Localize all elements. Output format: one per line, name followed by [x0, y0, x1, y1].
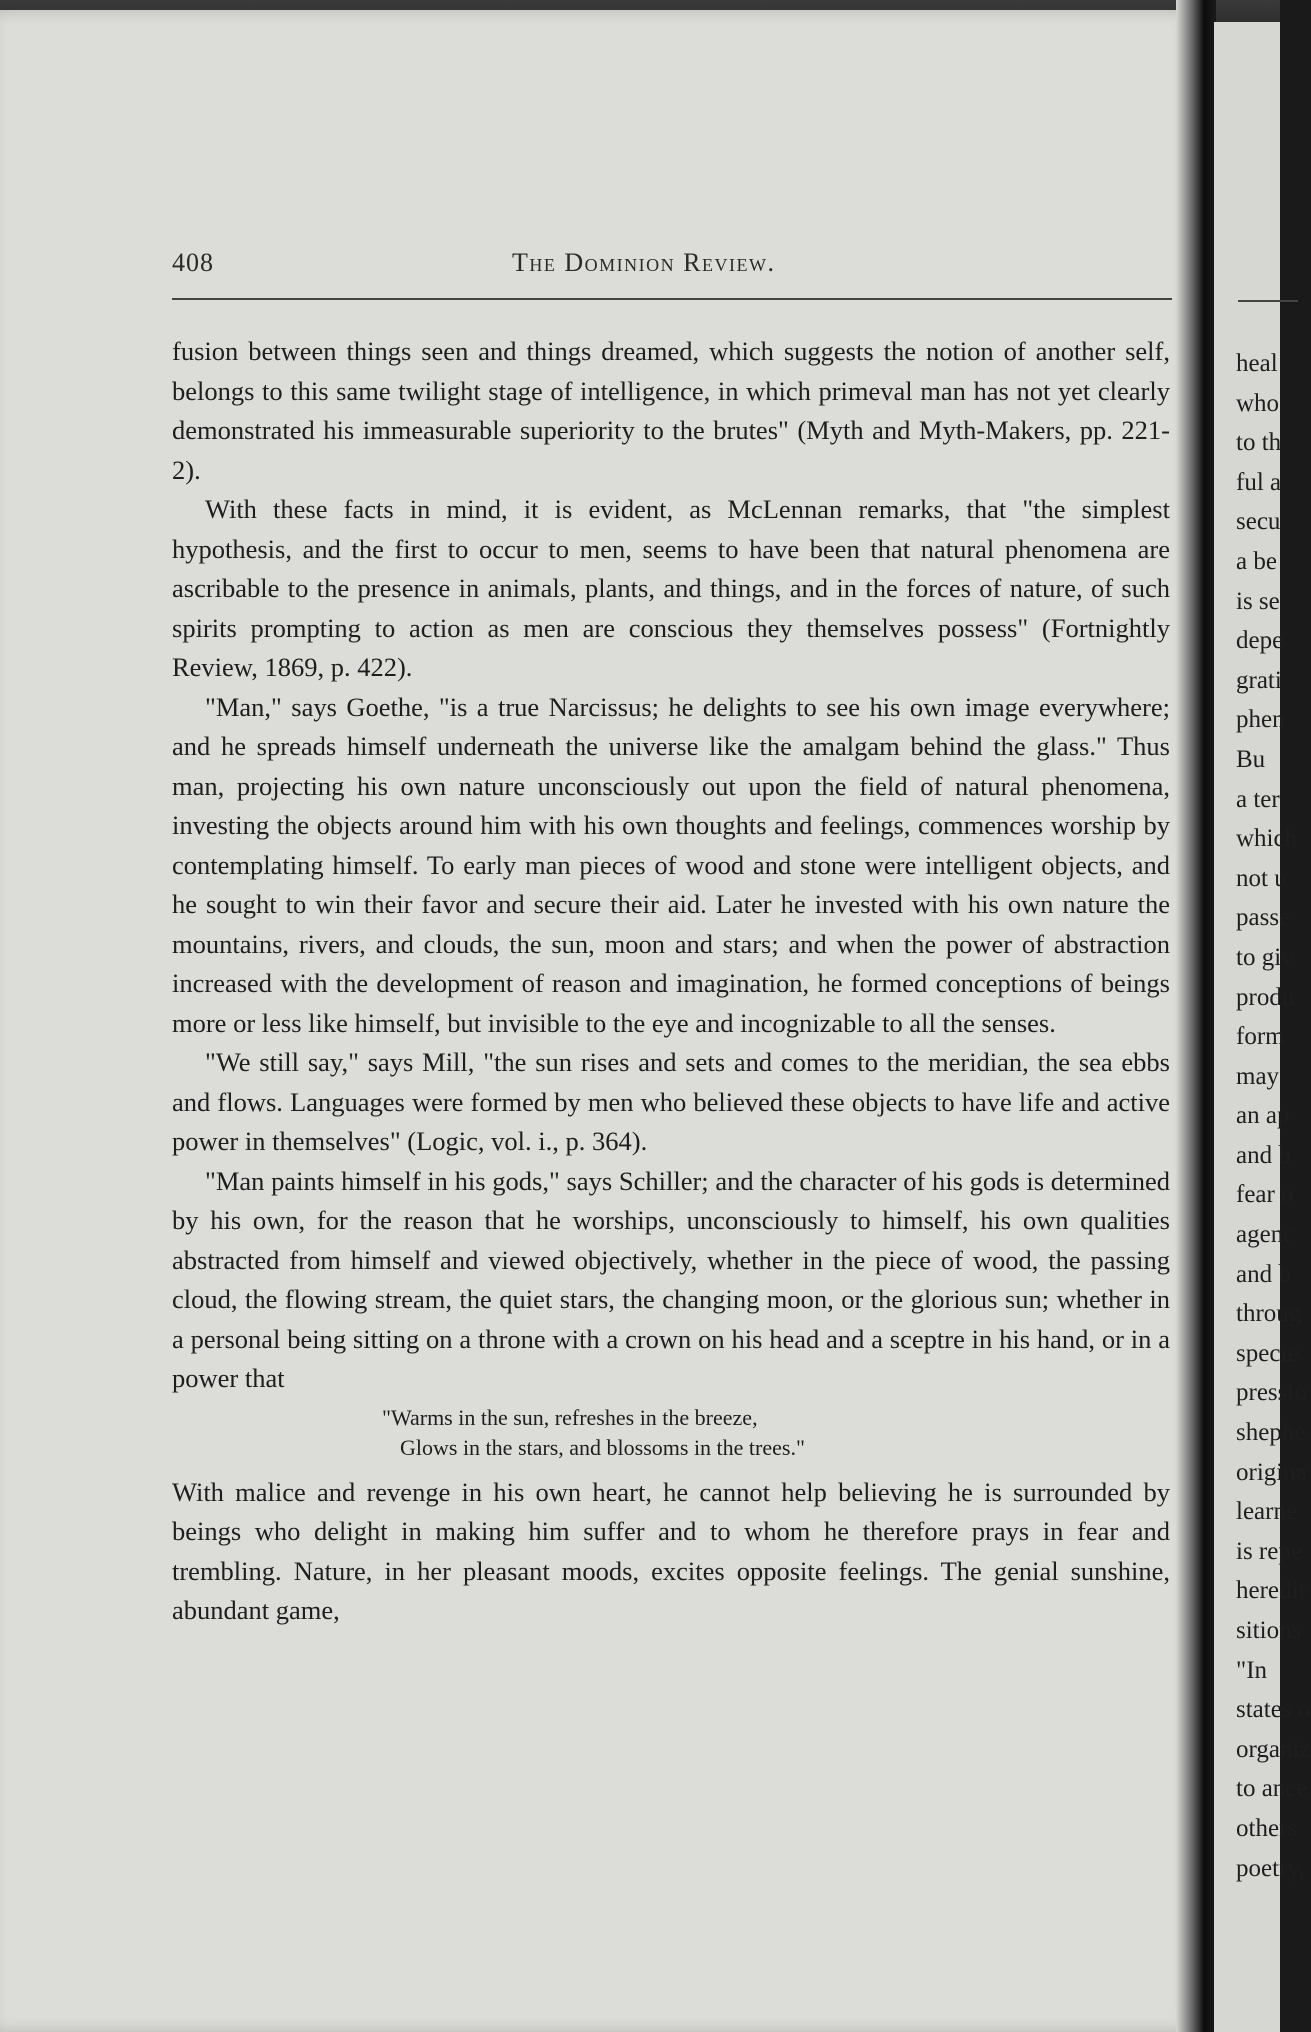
right-page-fragment: shephe: [1236, 1419, 1306, 1447]
right-page-fragment: poetry,: [1236, 1854, 1305, 1882]
right-page-fragment: and b: [1236, 1141, 1291, 1169]
paragraph-2: With these facts in mind, it is evident, as McLennan remarks, that "the simplest hypothesis, and the first to occur to men, seems to have been that natural phenomena are ascribable to the presence in animals, plants, and things, and in the forces of nature, of such spirits prompting to action as men are conscious they themselves possess" (Fortnightly Review, 1869, p. 422).: [172, 494, 1170, 682]
right-page-fragment: fear o: [1236, 1181, 1294, 1209]
right-page-fragment: Bu: [1236, 745, 1266, 773]
right-page-fragment: may: [1236, 1062, 1280, 1090]
right-page-fragment: ful a: [1236, 468, 1282, 496]
right-page-fragment: phen: [1236, 706, 1285, 734]
paragraph-3: "Man," says Goethe, "is a true Narcissus; he delights to see his own image everywhere; and he spreads himself underneath the universe like the amalgam behind the glass." Thus man, projecting his own nature unconsciously out upon the field of natural phenomena, investing the objects around him with his own thoughts and feelings, commences worship by contemplating himself. To early man pieces of wood and stone were intelligent objects, and he sought to win their favor and secure their aid. Later he invested with his own nature the mountains, rivers, and clouds, the sun, moon and stars; and when the power of abstraction increased with the development of reason and imagination, he formed conceptions of beings more or less like himself, but invisible to the eye and incognizable to all the senses.: [172, 691, 1170, 1038]
right-page-fragment: others: [1236, 1814, 1298, 1842]
paragraph-6: With malice and revenge in his own heart, he cannot help believing he is surrounded by beings who delight in making him suffer and to whom he therefore prays in fear and trembling. Nature, in her pleasant moods, excites opposite feelings. The genial sunshine, abundant game,: [172, 1476, 1170, 1625]
paragraph-1: fusion between things seen and things dreamed, which suggests the notion of another self, belongs to this same twilight stage of intelligence, in which primeval man has not yet clearly demonstrated his immeasurable superiority to the brutes" (Myth and Myth-Makers, pp. 221-2).: [172, 336, 1170, 485]
right-page-fragment: heredit: [1236, 1577, 1306, 1605]
right-page-fragment: grati: [1236, 666, 1282, 694]
left-page: [0, 10, 1195, 2032]
right-page-fragment: is repe: [1236, 1537, 1302, 1565]
right-page-fragment: origina: [1236, 1458, 1307, 1486]
right-page-fragment: not u: [1236, 864, 1287, 892]
right-page-fragment: a ter: [1236, 785, 1280, 813]
right-page-fragment: learne: [1236, 1498, 1298, 1526]
right-page-fragment: to giv: [1236, 943, 1294, 971]
right-page-fragment: states o: [1236, 1696, 1311, 1724]
page-number: 408: [172, 248, 214, 277]
right-page-fragment: pressio: [1236, 1379, 1307, 1407]
right-page-fragment: organiz: [1236, 1735, 1311, 1763]
paragraph-5: "Man paints himself in his gods," says Schiller; and the character of his gods is determined by his own, for the reason that he worships, unconsciously to himself, his own qualities abstracted from himself and viewed objectively, whether in the piece of wood, the passing cloud, the flowing stream, the quiet stars, the changing moon, or the glorious sun; whether in a personal being sitting on a throne with a crown on his head and a sceptre in his hand, or in a power that: [172, 1165, 1170, 1393]
right-page-fragment: and b: [1236, 1260, 1291, 1288]
right-page-fragments: [1236, 344, 1311, 1888]
right-page-edge: [1214, 22, 1311, 2032]
right-page-fragment: who: [1236, 389, 1280, 417]
journal-title: The Dominion Review.: [512, 248, 776, 277]
right-page-fragment: heal: [1236, 350, 1278, 377]
right-page-fragment: a be: [1236, 547, 1277, 575]
right-page-fragment: an ap: [1236, 1102, 1290, 1130]
body-text: [172, 332, 1170, 1631]
right-page-fragment: secu: [1236, 508, 1281, 536]
right-page-fragment: to ance: [1236, 1775, 1308, 1803]
right-page-fragment: is se: [1236, 587, 1280, 615]
right-page-fragment: sitions: [1236, 1617, 1302, 1644]
verse-line-2: Glows in the stars, and blossoms in the trees.": [400, 1434, 805, 1460]
right-page-fragment: "In: [1236, 1656, 1268, 1684]
right-page-fragment: which: [1236, 825, 1298, 853]
verse-line-1: "Warms in the sun, refreshes in the breeze,: [382, 1404, 758, 1430]
right-page-fragment: throug: [1236, 1300, 1302, 1328]
right-page-fragment: form: [1236, 1023, 1285, 1051]
right-page-header-rule: [1238, 300, 1298, 302]
book-gutter: [1176, 0, 1216, 2032]
right-page-fragment: to th: [1236, 429, 1282, 457]
verse-quote: [172, 1403, 1170, 1463]
right-page-fragment: passe: [1236, 904, 1291, 932]
header-rule: [172, 298, 1172, 300]
right-page-fragment: depe: [1236, 627, 1284, 655]
right-page-fragment: agenc: [1236, 1221, 1295, 1249]
right-page-fragment: produ: [1236, 983, 1295, 1011]
paragraph-4: "We still say," says Mill, "the sun rises and sets and comes to the meridian, the sea ebbs and flows. Languages were formed by men who believed these objects to have life and active power in themselves" (Logic, vol. i., p. 364).: [172, 1047, 1170, 1156]
right-page-fragment: specie: [1236, 1339, 1299, 1367]
running-head: [172, 248, 1172, 288]
